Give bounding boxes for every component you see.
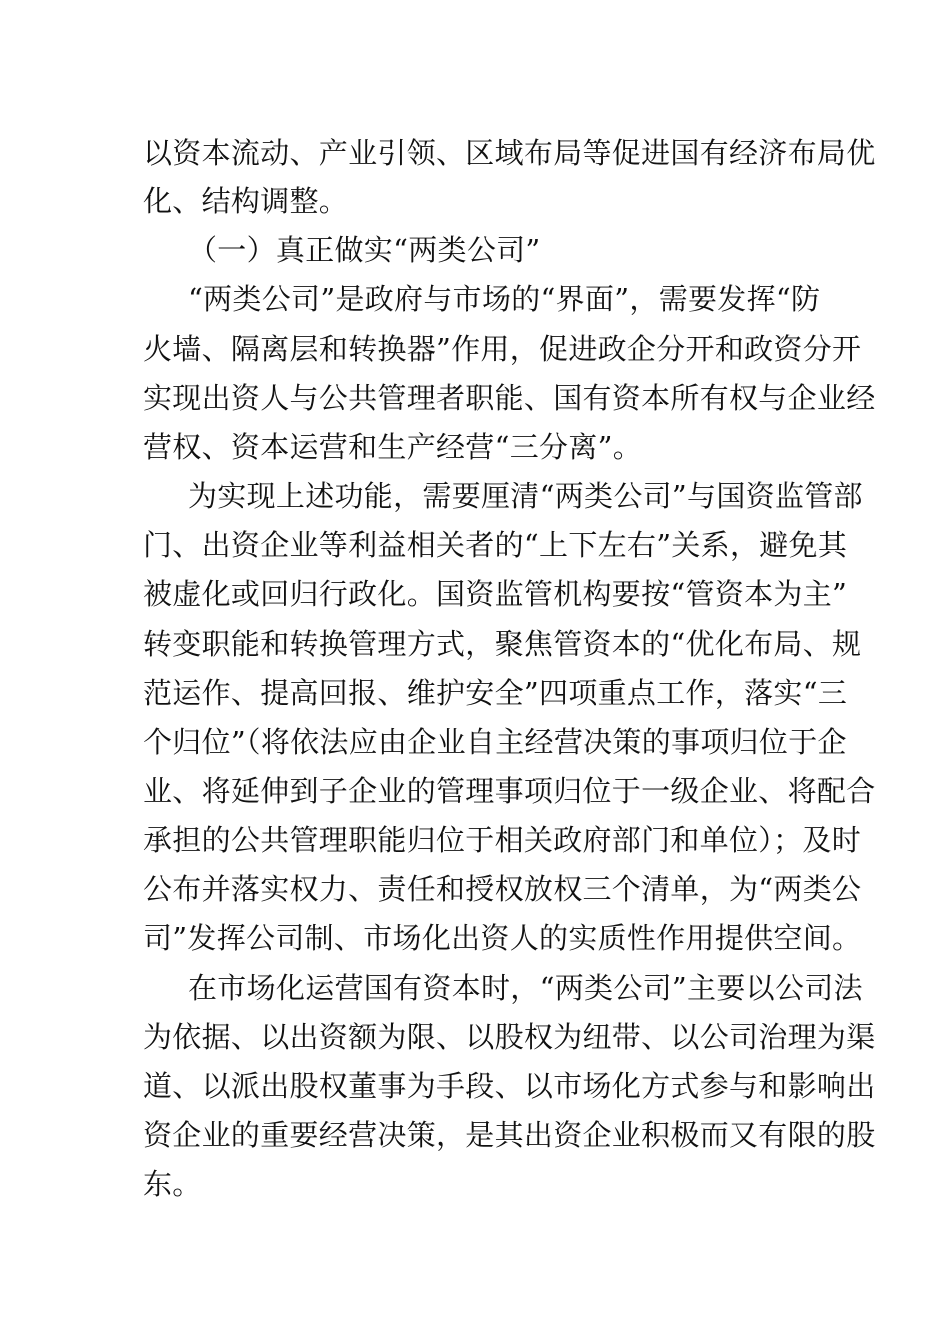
text-line: 资企业的重要经营决策，是其出资企业积极而又有限的股 (143, 1118, 876, 1152)
text-line: 营权、资本运营和生产经营“三分离”。 (143, 430, 643, 464)
text-line: 公布并落实权力、责任和授权放权三个清单，为“两类公 (143, 872, 862, 906)
text-line: 司”发挥公司制、市场化出资人的实质性作用提供空间。 (143, 921, 862, 955)
text-line: 为依据、以出资额为限、以股权为纽带、以公司治理为渠 (143, 1020, 876, 1054)
text-line: 被虚化或回归行政化。国资监管机构要按“管资本为主” (143, 577, 848, 611)
text-line: 化、结构调整。 (143, 184, 349, 218)
text-line: 在市场化运营国有资本时，“两类公司”主要以公司法 (188, 971, 863, 1005)
text-line: 个归位”（将依法应由企业自主经营决策的事项归位于企 (143, 725, 847, 759)
text-line: 东。 (143, 1167, 202, 1201)
text-line: “两类公司”是政府与市场的“界面”，需要发挥“防 (188, 282, 821, 316)
section-heading: （一）真正做实“两类公司” (188, 233, 541, 267)
text-line: 转变职能和转换管理方式，聚焦管资本的“优化布局、规 (143, 627, 862, 661)
text-line: 门、出资企业等利益相关者的“上下左右”关系，避免其 (143, 528, 848, 562)
text-line: 业、将延伸到子企业的管理事项归位于一级企业、将配合 (143, 774, 876, 808)
text-line: 火墙、隔离层和转换器”作用，促进政企分开和政资分开 (143, 332, 862, 366)
text-line: 实现出资人与公共管理者职能、国有资本所有权与企业经 (143, 381, 876, 415)
text-line: 承担的公共管理职能归位于相关政府部门和单位）；及时 (143, 823, 862, 857)
text-line: 以资本流动、产业引领、区域布局等促进国有经济布局优 (143, 136, 876, 170)
text-line: 范运作、提高回报、维护安全”四项重点工作，落实“三 (143, 676, 848, 710)
text-line: 为实现上述功能，需要厘清“两类公司”与国资监管部 (188, 479, 863, 513)
text-line: 道、以派出股权董事为手段、以市场化方式参与和影响出 (143, 1069, 876, 1103)
